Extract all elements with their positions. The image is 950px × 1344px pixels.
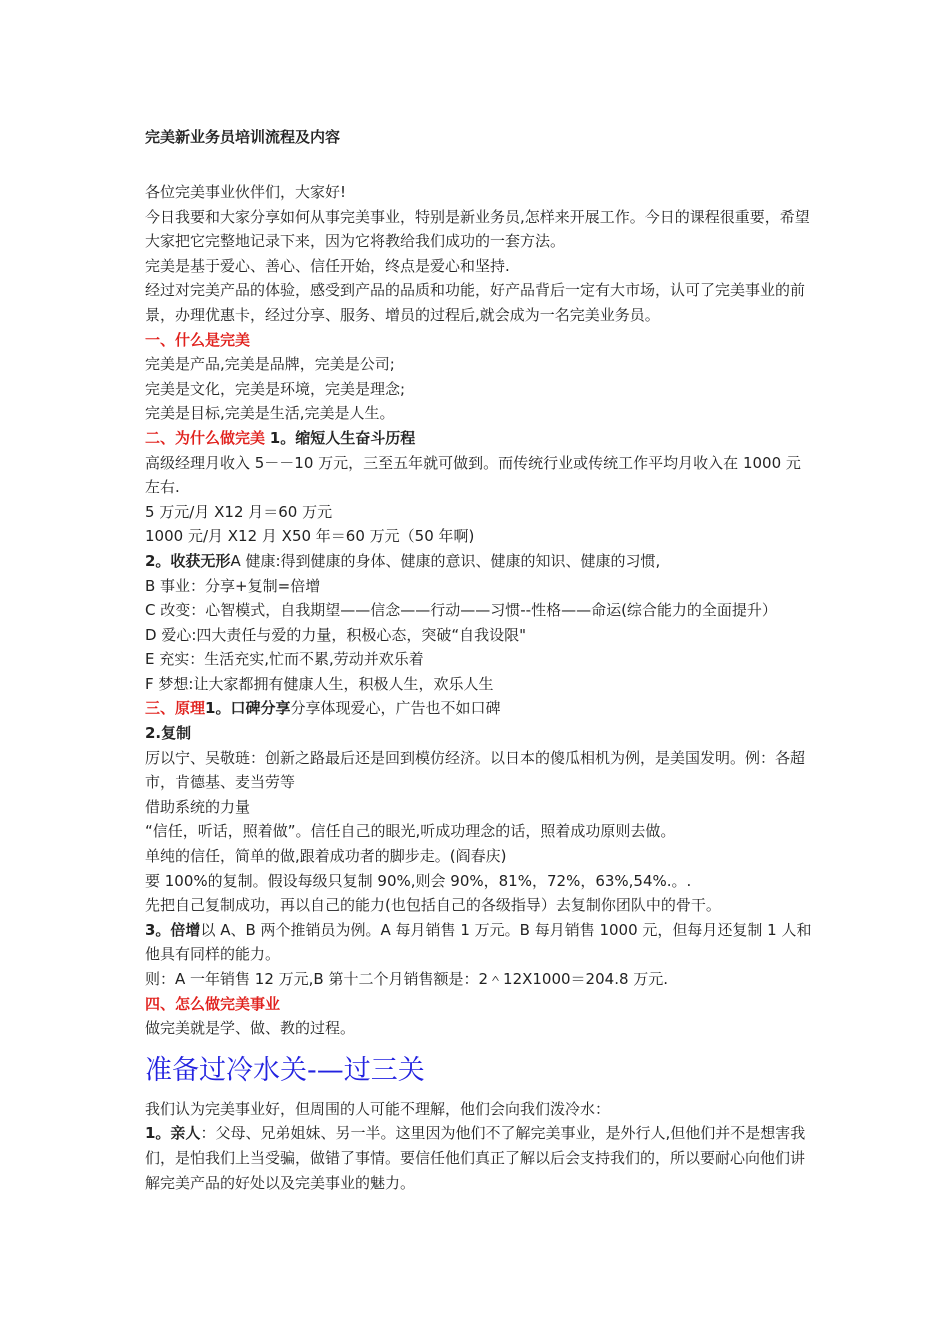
section-line: 高级经理月收入 5－－10 万元，三至五年就可做到。而传统行业或传统工作平均月收入在 1000 元左右.	[145, 453, 801, 497]
point-title: 2.复制	[145, 724, 192, 743]
section-line: 要 100%的复制。假设每级只复制 90%,则会 90%，81%，72%，63%,54%.。.	[145, 871, 692, 890]
section-line: 先把自己复制成功，再以自己的能力(也包括自己的各级指导）去复制你团队中的骨干。	[145, 896, 721, 915]
section-line: 单纯的信任，简单的做,跟着成功者的脚步走。(阎春庆)	[145, 847, 507, 866]
point-text: A 健康:得到健康的身体、健康的意识、健康的知识、健康的习惯,	[230, 551, 661, 570]
point-title: 2。收获无形	[145, 551, 231, 570]
section-line: 完美是目标,完美是生活,完美是人生。	[145, 404, 395, 423]
section-line: 厉以宁、吴敬琏：创新之路最后还是回到模仿经济。以日本的傻瓜相机为例，是美国发明。例：各超市，肯德基、麦当劳等	[145, 748, 806, 792]
point-text: 以 A、B 两个推销员为例。A 每月销售 1 万元。B 每月销售 1000 元，但每月还复制 1 人和他具有同样的能力。	[145, 920, 812, 964]
point-row	[145, 1121, 815, 1195]
document-title: 完美新业务员培训流程及内容	[145, 128, 341, 146]
section-line: D 爱心:四大责任与爱的力量，积极心态，突破“自我设限"	[145, 625, 527, 644]
section-line: F 梦想:让大家都拥有健康人生，积极人生，欢乐人生	[145, 674, 494, 693]
section-heading: 二、为什么做完美	[145, 428, 266, 447]
point-row	[145, 918, 815, 967]
section-heading-row	[145, 696, 815, 721]
point-title: 1。口碑分享	[205, 699, 291, 718]
section-line: 借助系统的力量	[145, 797, 251, 816]
intro-greeting: 各位完美事业伙伴们，大家好!	[145, 183, 347, 201]
section-line: C 改变：心智模式，自我期望——信念——行动——习惯--性格——命运(综合能力的全面提升）	[145, 601, 777, 620]
section-line: 做完美就是学、做、教的过程。	[145, 1019, 356, 1038]
section-line: 1000 元/月 X12 月 X50 年＝60 万元（50 年啊)	[145, 527, 475, 546]
point-row	[145, 549, 815, 574]
section-heading: 三、原理	[145, 699, 206, 718]
section-line: 我们认为完美事业好，但周围的人可能不理解，他们会向我们泼冷水：	[145, 1099, 611, 1118]
point-title: 1。缩短人生奋斗历程	[269, 428, 416, 447]
section-heading: 一、什么是完美	[145, 330, 251, 349]
section-line: 完美是文化，完美是环境，完美是理念;	[145, 379, 406, 398]
point-title: 1。亲人	[145, 1124, 201, 1143]
point-title: 3。倍增	[145, 920, 201, 939]
section-heading: 四、怎么做完美事业	[145, 994, 281, 1013]
section-heading-row	[145, 426, 815, 451]
point-text: ：父母、兄弟姐妹、另一半。这里因为他们不了解完美事业，是外行人,但他们并不是想害我们，是怕我们上当受骗，做错了事情。要信任他们真正了解以后会支持我们的，所以要耐心向他们讲解完美产品的好处以及完美事业的魅力。	[145, 1124, 806, 1192]
section-line: “信任，听话，照着做”。信任自己的眼光,听成功理念的话，照着成功原则去做。	[145, 822, 676, 841]
document-page	[145, 120, 815, 1195]
section-line: 完美是产品,完美是品牌，完美是公司;	[145, 355, 395, 374]
section-line: B 事业：分享+复制=倍增	[145, 576, 321, 595]
large-heading: 准备过冷水关-—过三关	[145, 1054, 425, 1086]
intro-paragraph: 今日我要和大家分享如何从事完美事业，特别是新业务员,怎样来开展工作。今日的课程很重要，希望大家把它完整地记录下来，因为它将教给我们成功的一套方法。	[145, 207, 810, 251]
section-line: E 充实：生活充实,忙而不累,劳动并欢乐着	[145, 650, 424, 669]
intro-paragraph: 经过对完美产品的体验，感受到产品的品质和功能，好产品背后一定有大市场，认可了完美事业的前景，办理优惠卡，经过分享、服务、增员的过程后,就会成为一名完美业务员。	[145, 281, 806, 324]
section-line: 则：A 一年销售 12 万元,B 第十二个月销售额是：2＾12X1000＝204.8 万元.	[145, 970, 669, 988]
intro-paragraph: 完美是基于爱心、善心、信任开始，终点是爱心和坚持.	[145, 256, 510, 275]
point-text: 分享体现爱心，广告也不如口碑	[290, 699, 501, 718]
section-line: 5 万元/月 X12 月＝60 万元	[145, 502, 333, 521]
